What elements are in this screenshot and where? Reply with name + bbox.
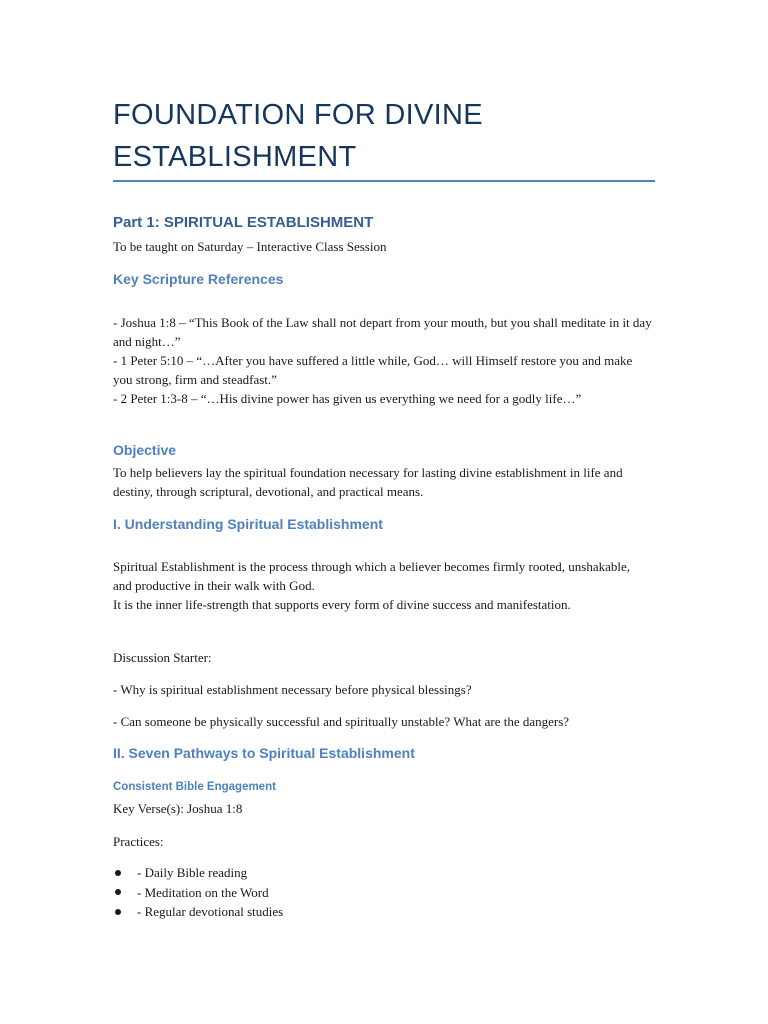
- title-underline: [113, 180, 655, 182]
- discussion-question: - Why is spiritual establishment necessary before physical blessings?: [113, 682, 472, 697]
- scripture-item: - Joshua 1:8 – “This Book of the Law shall not depart from your mouth, but you shall meditate in it day and night…”: [113, 315, 652, 349]
- practice-text: - Meditation on the Word: [137, 884, 269, 900]
- objective-text: To help believers lay the spiritual foundation necessary for lasting divine establishment in life and destiny, through scriptural, devotional, and practical means.: [113, 465, 623, 499]
- list-item: [113, 902, 283, 922]
- section-1-body: [113, 557, 648, 614]
- part-subtitle: To be taught on Saturday – Interactive Class Session: [113, 239, 387, 254]
- part-heading: Part 1: SPIRITUAL ESTABLISHMENT: [113, 214, 374, 231]
- scripture-item: - 1 Peter 5:10 – “…After you have suffered a little while, God… will Himself restore you and make you strong, firm and steadfast.”: [113, 353, 633, 387]
- pathway-heading: Consistent Bible Engagement: [113, 781, 276, 793]
- bullet-icon: [115, 870, 121, 876]
- document-title: [113, 94, 673, 178]
- practice-text: - Regular devotional studies: [137, 904, 284, 920]
- discussion-label: Discussion Starter:: [113, 650, 212, 665]
- discussion-question: - Can someone be physically successful and spiritually unstable? What are the dangers?: [113, 714, 570, 729]
- title-line-1: FOUNDATION FOR DIVINE: [113, 99, 483, 131]
- scripture-list: [113, 313, 653, 408]
- section-1-paragraph: It is the inner life-strength that supports every form of divine success and manifestation.: [113, 597, 571, 612]
- practice-text: - Daily Bible reading: [137, 865, 248, 881]
- scripture-heading: Key Scripture References: [113, 271, 284, 287]
- objective-heading: Objective: [113, 442, 177, 458]
- list-item: [113, 863, 283, 883]
- list-item: [113, 883, 283, 903]
- title-line-2: ESTABLISHMENT: [113, 141, 357, 173]
- practices-list: [113, 863, 283, 922]
- section-1-paragraph: Spiritual Establishment is the process through which a believer becomes firmly rooted, unshakable, and productive in their walk with God.: [113, 559, 630, 593]
- key-verse: Key Verse(s): Joshua 1:8: [113, 801, 243, 816]
- section-1-heading: I. Understanding Spiritual Establishment: [113, 516, 383, 532]
- section-2-heading: II. Seven Pathways to Spiritual Establishment: [113, 745, 415, 761]
- bullet-icon: [115, 889, 121, 895]
- bullet-icon: [115, 909, 121, 915]
- practices-label: Practices:: [113, 834, 164, 849]
- scripture-item: - 2 Peter 1:3-8 – “…His divine power has given us everything we need for a godly life…”: [113, 391, 582, 406]
